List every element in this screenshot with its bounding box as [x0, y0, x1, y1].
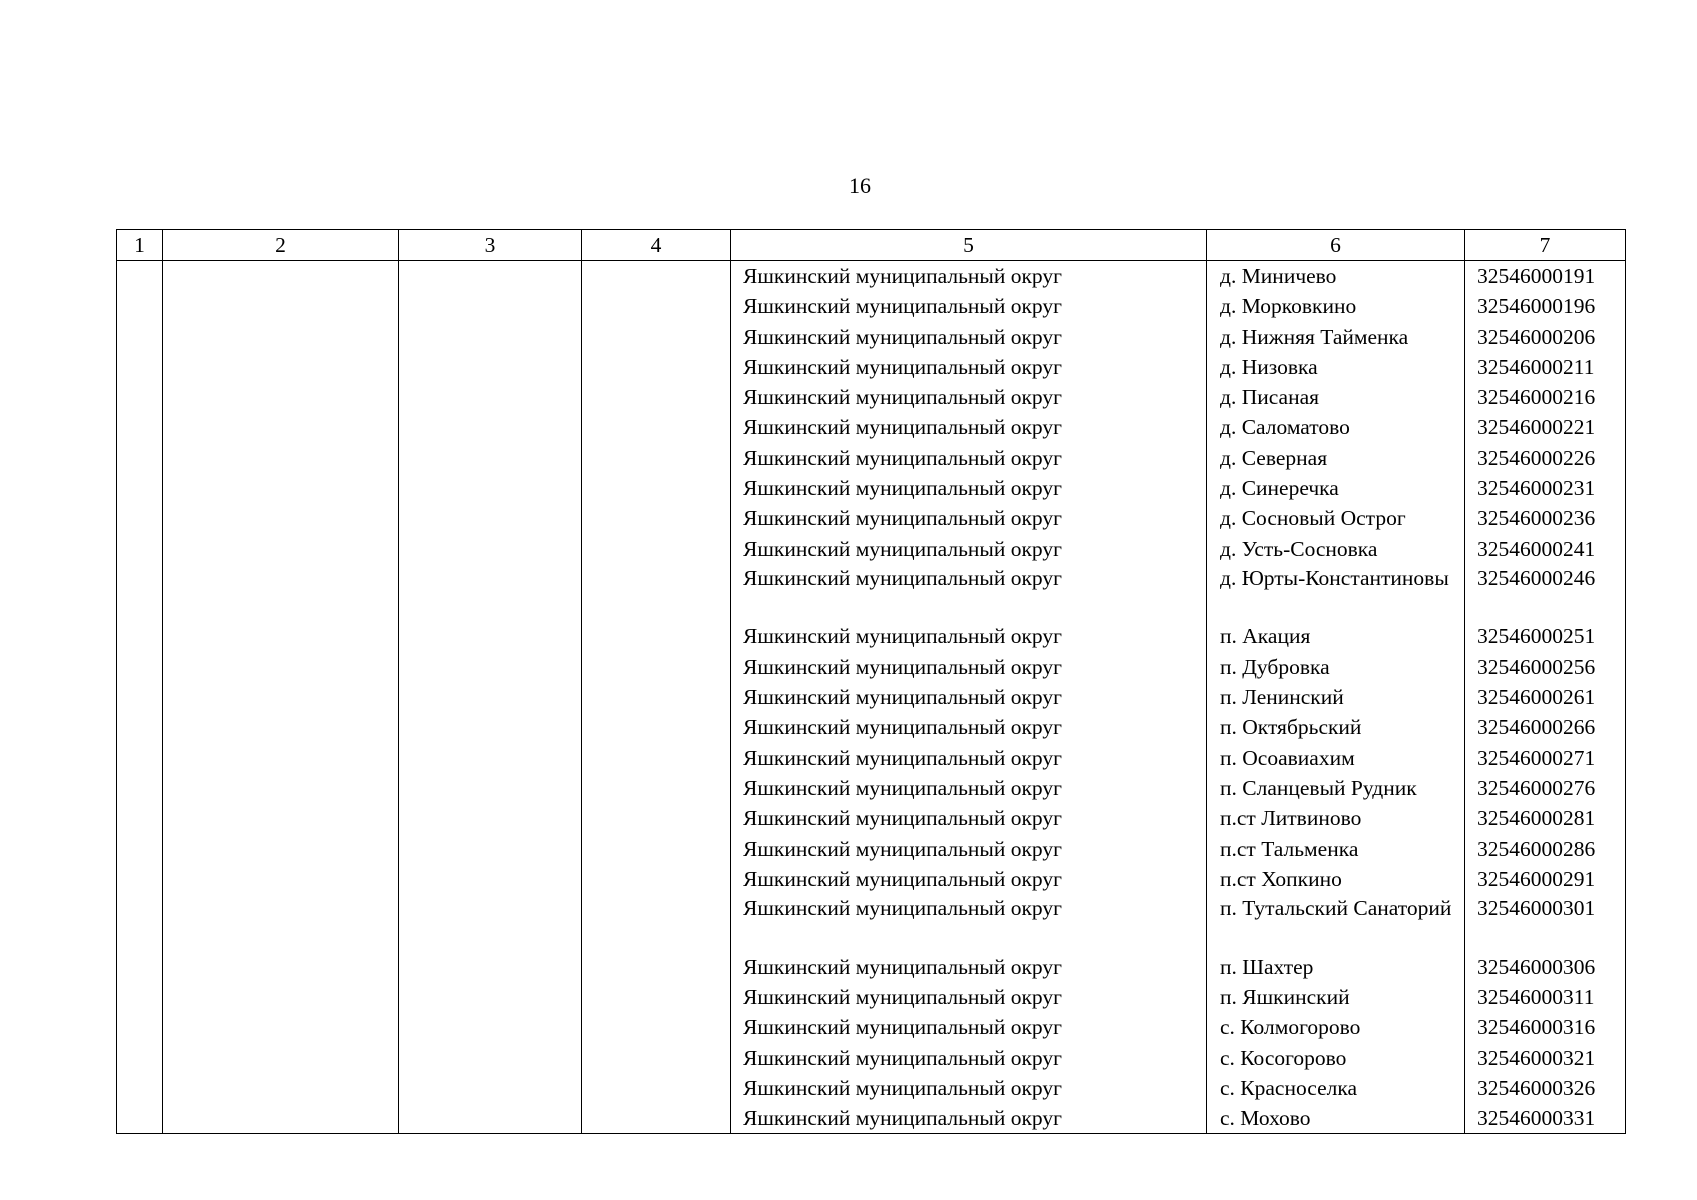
municipality-cell	[731, 443, 1206, 473]
oktmo-code-cell	[1465, 952, 1625, 982]
oktmo-code-cell-text: 32546000286	[1477, 836, 1596, 861]
settlement-cell-text: п. Сланцевый Рудник	[1220, 775, 1417, 800]
oktmo-code-cell	[1465, 261, 1625, 291]
oktmo-code-cell	[1465, 803, 1625, 833]
oktmo-code-cell-text: 32546000246	[1477, 565, 1596, 590]
municipality-cell	[731, 652, 1206, 682]
municipality-cell-text: Яшкинский муниципальный округ	[743, 624, 1062, 649]
settlement-cell-text: д. Юрты-Константиновы	[1220, 565, 1449, 590]
municipality-cell	[731, 864, 1206, 894]
oktmo-code-cell	[1465, 503, 1625, 533]
municipality-cell-text: Яшкинский муниципальный округ	[743, 565, 1062, 590]
municipality-cell	[731, 412, 1206, 442]
municipality-cell	[731, 982, 1206, 1012]
settlement-cell-text: п.ст Тальменка	[1220, 836, 1359, 861]
settlement-cell-text: п. Октябрьский	[1220, 715, 1362, 740]
oktmo-code-cell	[1465, 291, 1625, 321]
municipality-cell	[731, 1043, 1206, 1073]
oktmo-code-cell	[1465, 412, 1625, 442]
oktmo-code-cell-text: 32546000261	[1477, 685, 1596, 710]
municipality-cell-text: Яшкинский муниципальный округ	[743, 806, 1062, 831]
municipality-cell-text: Яшкинский муниципальный округ	[743, 264, 1062, 288]
oktmo-code-cell	[1465, 621, 1625, 651]
settlement-cell	[1207, 743, 1464, 773]
settlement-column	[1207, 261, 1465, 1134]
oktmo-code-cell	[1465, 652, 1625, 682]
oktmo-code-cell-text: 32546000326	[1477, 1075, 1596, 1100]
oktmo-code-cell-text: 32546000221	[1477, 415, 1596, 440]
municipality-cell	[731, 743, 1206, 773]
municipality-cell-text: Яшкинский муниципальный округ	[743, 354, 1062, 379]
settlement-cell-text: п. Шахтер	[1220, 954, 1314, 979]
settlement-cell	[1207, 1012, 1464, 1042]
settlement-cell-text: д. Миничево	[1220, 264, 1337, 288]
settlement-cell-text: д. Саломатово	[1220, 415, 1350, 440]
column-header-3: 3	[399, 230, 582, 261]
oktmo-code-cell-text: 32546000331	[1477, 1106, 1596, 1131]
settlement-cell	[1207, 352, 1464, 382]
municipality-cell	[731, 1073, 1206, 1103]
oktmo-code-cell-text: 32546000321	[1477, 1045, 1596, 1070]
municipality-cell	[731, 291, 1206, 321]
settlement-cell	[1207, 534, 1464, 564]
settlement-cell-text: п. Осоавиахим	[1220, 745, 1355, 770]
settlement-cell	[1207, 564, 1464, 622]
municipality-column	[731, 261, 1207, 1134]
settlements-table	[116, 229, 1626, 1134]
settlement-cell-text: д. Усть-Сосновка	[1220, 536, 1378, 561]
oktmo-code-cell-text: 32546000271	[1477, 745, 1596, 770]
oktmo-code-cell	[1465, 1073, 1625, 1103]
municipality-cell	[731, 712, 1206, 742]
oktmo-code-cell-text: 32546000216	[1477, 385, 1596, 410]
municipality-cell	[731, 894, 1206, 952]
oktmo-code-cell	[1465, 1043, 1625, 1073]
settlement-cell-text: п. Акация	[1220, 624, 1311, 649]
column-1-cell	[117, 261, 163, 1134]
oktmo-code-cell-text: 32546000276	[1477, 775, 1596, 800]
municipality-cell-text: Яшкинский муниципальный округ	[743, 984, 1062, 1009]
settlement-cell-text: с. Колмогорово	[1220, 1015, 1361, 1040]
municipality-cell-text: Яшкинский муниципальный округ	[743, 654, 1062, 679]
settlement-cell	[1207, 1073, 1464, 1103]
oktmo-code-cell-text: 32546000316	[1477, 1015, 1596, 1040]
municipality-cell-text: Яшкинский муниципальный округ	[743, 954, 1062, 979]
settlement-cell	[1207, 682, 1464, 712]
municipality-cell-text: Яшкинский муниципальный округ	[743, 1075, 1062, 1100]
municipality-cell	[731, 621, 1206, 651]
municipality-cell-text: Яшкинский муниципальный округ	[743, 1045, 1062, 1070]
settlement-cell-text: д. Сосновый Острог	[1220, 506, 1406, 531]
settlement-cell-text: д. Низовка	[1220, 354, 1318, 379]
oktmo-code-cell-text: 32546000251	[1477, 624, 1596, 649]
oktmo-code-cell	[1465, 712, 1625, 742]
oktmo-code-cell-text: 32546000231	[1477, 476, 1596, 501]
settlement-cell-text: п.ст Литвиново	[1220, 806, 1362, 831]
oktmo-code-cell-text: 32546000266	[1477, 715, 1596, 740]
settlement-cell-text: д. Синеречка	[1220, 476, 1339, 501]
settlement-cell	[1207, 322, 1464, 352]
table-body-row	[117, 261, 1626, 1134]
settlement-cell	[1207, 712, 1464, 742]
oktmo-code-cell	[1465, 473, 1625, 503]
settlement-cell-text: с. Красноселка	[1220, 1075, 1357, 1100]
municipality-cell-text: Яшкинский муниципальный округ	[743, 896, 1062, 921]
municipality-cell	[731, 534, 1206, 564]
settlement-cell	[1207, 291, 1464, 321]
municipality-cell-text: Яшкинский муниципальный округ	[743, 294, 1062, 319]
municipality-cell-text: Яшкинский муниципальный округ	[743, 324, 1062, 349]
oktmo-code-cell-text: 32546000281	[1477, 806, 1596, 831]
settlement-cell	[1207, 864, 1464, 894]
municipality-cell-text: Яшкинский муниципальный округ	[743, 445, 1062, 470]
oktmo-code-cell	[1465, 864, 1625, 894]
settlement-cell	[1207, 894, 1464, 952]
settlement-cell	[1207, 382, 1464, 412]
oktmo-code-cell	[1465, 534, 1625, 564]
settlement-cell	[1207, 443, 1464, 473]
oktmo-code-cell	[1465, 834, 1625, 864]
oktmo-code-cell	[1465, 1012, 1625, 1042]
oktmo-code-cell-text: 32546000191	[1477, 264, 1596, 288]
municipality-cell-text: Яшкинский муниципальный округ	[743, 536, 1062, 561]
municipality-cell	[731, 952, 1206, 982]
oktmo-code-cell	[1465, 1103, 1625, 1133]
oktmo-code-cell	[1465, 382, 1625, 412]
municipality-cell-text: Яшкинский муниципальный округ	[743, 1015, 1062, 1040]
column-header-2: 2	[163, 230, 399, 261]
oktmo-code-cell	[1465, 682, 1625, 712]
oktmo-code-cell	[1465, 564, 1625, 622]
settlement-cell-text: п. Ленинский	[1220, 685, 1344, 710]
oktmo-code-cell	[1465, 773, 1625, 803]
settlement-cell	[1207, 412, 1464, 442]
municipality-cell	[731, 473, 1206, 503]
municipality-cell	[731, 322, 1206, 352]
municipality-cell	[731, 773, 1206, 803]
oktmo-code-cell-text: 32546000301	[1477, 896, 1596, 921]
municipality-cell	[731, 682, 1206, 712]
oktmo-code-cell	[1465, 443, 1625, 473]
table-body	[117, 261, 1626, 1134]
settlement-cell-text: д. Морковкино	[1220, 294, 1357, 319]
table-header	[117, 230, 1626, 261]
municipality-cell-text: Яшкинский муниципальный округ	[743, 715, 1062, 740]
municipality-cell-text: Яшкинский муниципальный округ	[743, 385, 1062, 410]
settlement-cell	[1207, 1043, 1464, 1073]
page-number: 16	[849, 173, 871, 198]
oktmo-code-cell	[1465, 894, 1625, 952]
settlement-cell-text: п. Дубровка	[1220, 654, 1330, 679]
settlement-cell	[1207, 503, 1464, 533]
settlement-cell-text: с. Мохово	[1220, 1106, 1311, 1131]
column-4-cell	[582, 261, 731, 1134]
column-3-cell	[399, 261, 582, 1134]
municipality-cell	[731, 352, 1206, 382]
settlement-cell	[1207, 621, 1464, 651]
municipality-cell-text: Яшкинский муниципальный округ	[743, 476, 1062, 501]
settlement-cell-text: с. Косогорово	[1220, 1045, 1347, 1070]
municipality-cell	[731, 1103, 1206, 1133]
oktmo-code-cell	[1465, 982, 1625, 1012]
municipality-cell-text: Яшкинский муниципальный округ	[743, 775, 1062, 800]
settlement-cell-text: д. Северная	[1220, 445, 1328, 470]
oktmo-code-cell-text: 32546000256	[1477, 654, 1596, 679]
settlement-cell-text: п.ст Хопкино	[1220, 866, 1342, 891]
settlement-cell	[1207, 473, 1464, 503]
municipality-cell	[731, 564, 1206, 622]
column-header-5: 5	[731, 230, 1207, 261]
oktmo-code-cell-text: 32546000306	[1477, 954, 1596, 979]
oktmo-code-cell-text: 32546000226	[1477, 445, 1596, 470]
settlement-cell-text: п. Тутальский Санаторий	[1220, 896, 1452, 921]
municipality-cell	[731, 503, 1206, 533]
header-row	[117, 230, 1626, 261]
settlement-cell	[1207, 803, 1464, 833]
oktmo-code-cell	[1465, 743, 1625, 773]
oktmo-code-cell	[1465, 322, 1625, 352]
oktmo-code-cell-text: 32546000196	[1477, 294, 1596, 319]
oktmo-code-cell-text: 32546000236	[1477, 506, 1596, 531]
municipality-cell	[731, 1012, 1206, 1042]
settlement-cell-text: д. Нижняя Тайменка	[1220, 324, 1409, 349]
settlement-cell	[1207, 773, 1464, 803]
municipality-cell	[731, 834, 1206, 864]
oktmo-code-cell-text: 32546000206	[1477, 324, 1596, 349]
oktmo-code-column	[1465, 261, 1626, 1134]
municipality-cell-text: Яшкинский муниципальный округ	[743, 415, 1062, 440]
settlement-cell	[1207, 982, 1464, 1012]
municipality-cell	[731, 382, 1206, 412]
column-2-cell	[163, 261, 399, 1134]
oktmo-code-cell-text: 32546000311	[1477, 984, 1595, 1009]
column-header-1: 1	[117, 230, 163, 261]
settlement-cell	[1207, 1103, 1464, 1133]
municipality-cell	[731, 261, 1206, 291]
oktmo-code-cell	[1465, 352, 1625, 382]
oktmo-code-cell-text: 32546000211	[1477, 354, 1595, 379]
oktmo-code-cell-text: 32546000241	[1477, 536, 1596, 561]
oktmo-code-cell-text: 32546000291	[1477, 866, 1596, 891]
municipality-cell-text: Яшкинский муниципальный округ	[743, 506, 1062, 531]
settlement-cell	[1207, 952, 1464, 982]
municipality-cell-text: Яшкинский муниципальный округ	[743, 1106, 1062, 1131]
municipality-cell-text: Яшкинский муниципальный округ	[743, 836, 1062, 861]
municipality-cell-text: Яшкинский муниципальный округ	[743, 745, 1062, 770]
settlement-cell	[1207, 834, 1464, 864]
column-header-7: 7	[1465, 230, 1626, 261]
municipality-cell-text: Яшкинский муниципальный округ	[743, 685, 1062, 710]
column-header-4: 4	[582, 230, 731, 261]
settlement-cell-text: п. Яшкинский	[1220, 984, 1350, 1009]
settlement-cell-text: д. Писаная	[1220, 385, 1320, 410]
municipality-cell-text: Яшкинский муниципальный округ	[743, 866, 1062, 891]
settlement-cell	[1207, 652, 1464, 682]
column-header-6: 6	[1207, 230, 1465, 261]
settlement-cell	[1207, 261, 1464, 291]
municipality-cell	[731, 803, 1206, 833]
